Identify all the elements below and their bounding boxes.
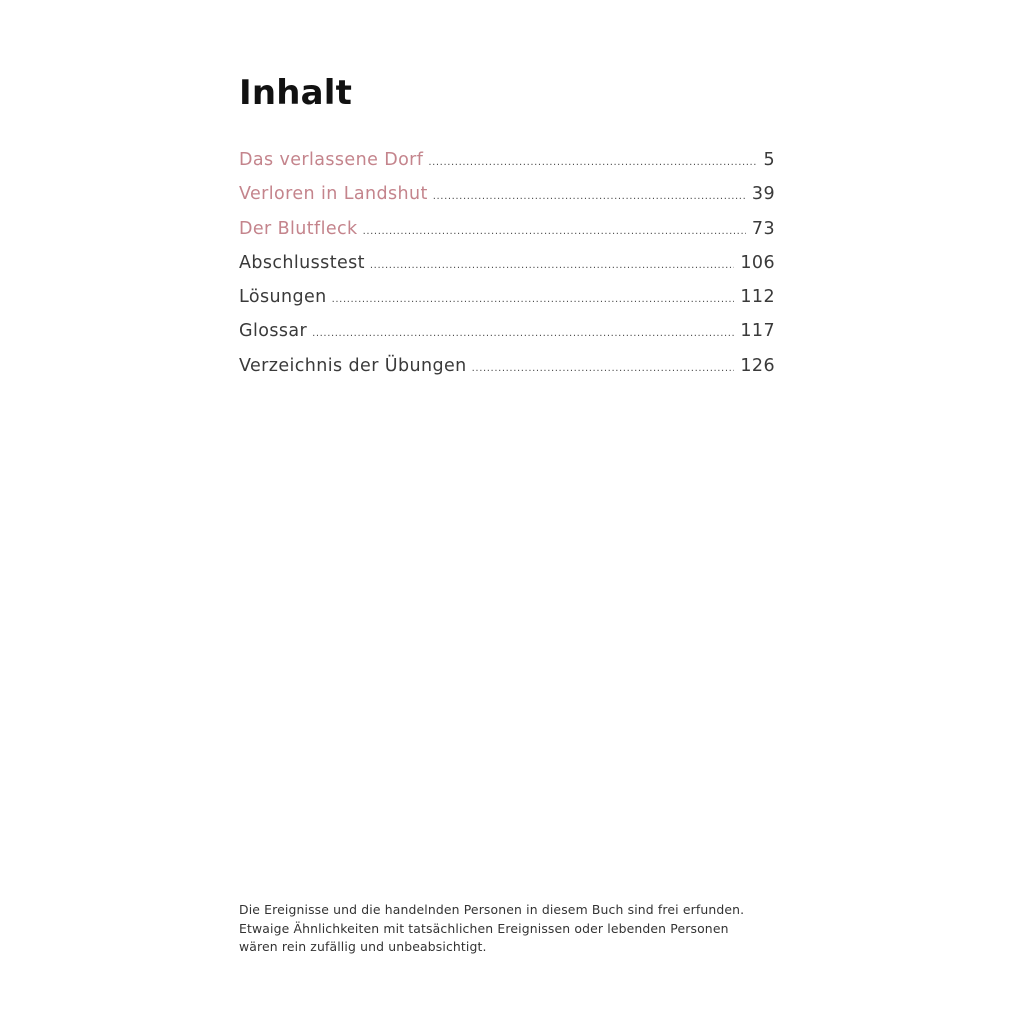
toc-entry-page-number: 126 <box>740 355 775 376</box>
toc-dot-leader <box>433 180 746 214</box>
toc-dot-leader <box>363 215 746 249</box>
fiction-disclaimer <box>239 901 779 957</box>
toc-entry-abschlusstest[interactable] <box>239 246 775 280</box>
toc-dot-leader <box>332 283 735 317</box>
toc-entry-page-number: 117 <box>740 321 775 342</box>
disclaimer-line: Die Ereignisse und die handelnden Personen in diesem Buch sind frei erfunden. <box>239 902 745 917</box>
toc-entry-page-number: 112 <box>740 287 775 308</box>
toc-dot-leader <box>472 352 735 386</box>
toc-dot-leader <box>428 146 757 180</box>
toc-dot-leader <box>312 317 734 351</box>
disclaimer-line: Etwaige Ähnlichkeiten mit tatsächlichen Ereignissen oder lebenden Personen <box>239 920 729 936</box>
toc-entry-page-number: 106 <box>740 252 775 273</box>
toc-entry-label: Lösungen <box>239 287 327 308</box>
toc-entry-label: Das verlassene Dorf <box>239 150 424 170</box>
toc-dot-leader <box>370 249 734 283</box>
toc-entry-page-number: 73 <box>751 218 775 239</box>
toc-entry-page-number: 39 <box>751 184 775 205</box>
toc-entry-label: Glossar <box>239 321 308 342</box>
toc-entry-loesungen[interactable] <box>239 280 775 314</box>
toc-entry-label: Der Blutfleck <box>239 218 358 239</box>
table-of-contents <box>239 143 775 383</box>
toc-entry-label: Verzeichnis der Übungen <box>239 355 467 376</box>
toc-entry-verloren-in-landshut[interactable] <box>239 177 775 211</box>
disclaimer-line: wären rein zufällig und unbeabsichtigt. <box>239 939 487 954</box>
toc-entry-label: Verloren in Landshut <box>239 184 428 205</box>
toc-entry-glossar[interactable] <box>239 314 775 348</box>
toc-entry-das-verlassene-dorf[interactable] <box>239 143 775 177</box>
toc-entry-label: Abschlusstest <box>239 252 365 273</box>
toc-entry-page-number: 5 <box>763 150 775 170</box>
toc-entry-der-blutfleck[interactable] <box>239 212 775 246</box>
toc-entry-verzeichnis-der-uebungen[interactable] <box>239 349 775 383</box>
page-title: Inhalt <box>239 73 353 113</box>
